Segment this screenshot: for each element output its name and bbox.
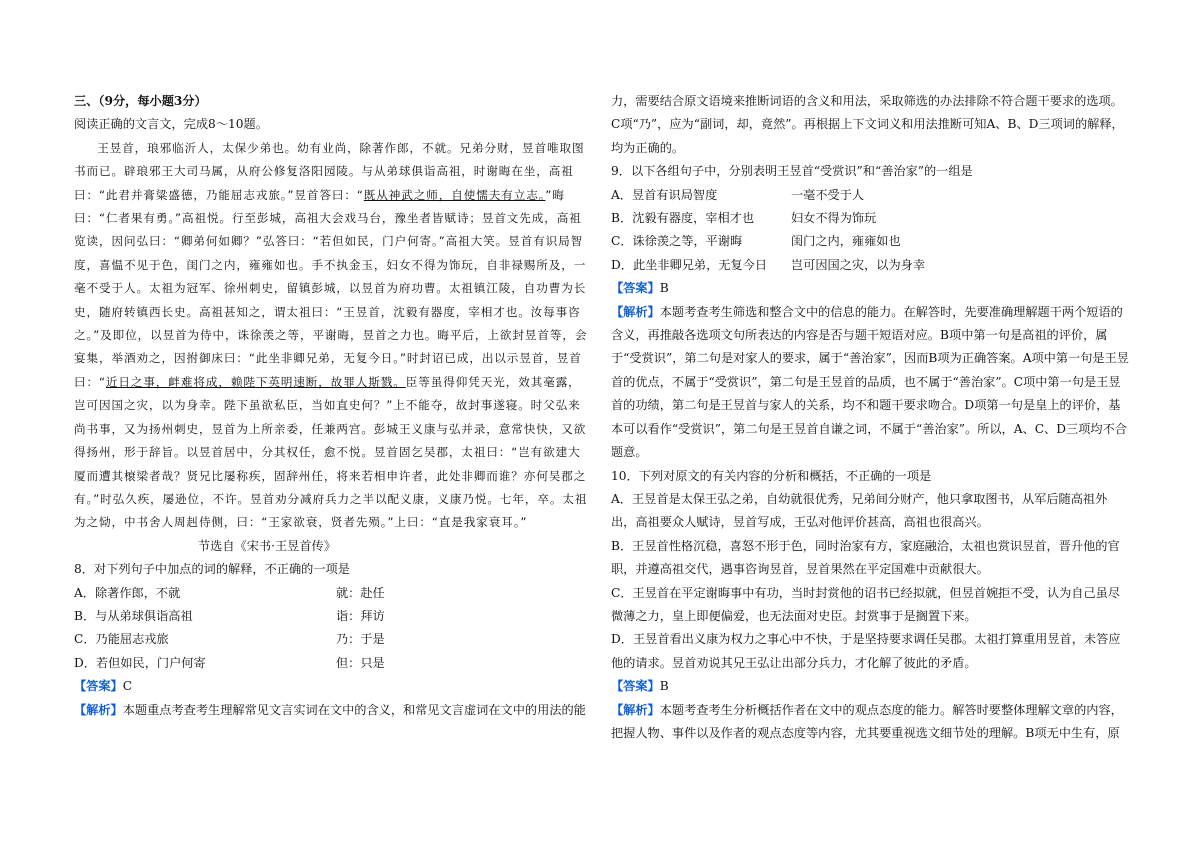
- passage-source: 节选自《宋书·王昱首传》: [198, 538, 336, 553]
- section-heading: 三、（9分，每小题3分）: [74, 94, 207, 108]
- q8-stem: 8．对下列句子中加点的词的解释，不正确的一项是: [74, 562, 350, 577]
- q10-answer-tag: 【答案】: [611, 679, 660, 694]
- q10-option-b: B．王昱首性格沉稳，喜怒不形于色，同时治家有方，家庭融洽，太祖也赏识昱首，晋升他的官职，并遵高祖交代，遇事咨询昱首，昱首果然在平定国难中贡献很大。: [611, 538, 1120, 577]
- q10-answer-value: B: [659, 679, 669, 694]
- q9-option-a: [611, 184, 1131, 207]
- q8-option-d-text: D．若但如民，门户何寄: [74, 655, 206, 670]
- q10-option-a: A．王昱首是太保王弘之弟，自幼就很优秀，兄弟间分财产，他只拿取图书，从军后随高祖外出，高祖要众人赋诗，昱首写成，王弘对他评价甚高，高祖也很高兴。: [611, 491, 1108, 530]
- q9-option-b-second: 妇女不得为饰玩: [791, 211, 877, 226]
- passage-part-2: ”晦曰：“仁者果有勇。”高祖悦。行至彭城，高祖大会戏马台，豫坐者皆赋诗；昱首文先成，高祖览读，因问弘曰：“卿弟何如卿？”弘答曰：“若但如民，门户何寄。”高祖大笑。昱首有识局智度，喜愠不见于色，闺门之内，雍雍如也。手不执金玉，妇女不得为饰玩，自非禄赐所及，一毫不受于人。太祖为冠军、徐州刺史，留镇彭城，以昱首为府功曹。太祖镇江陵，自功曹为长史，随府转镇西长史。高祖甚知之，谓太祖曰：“王昱首，沈毅有器度，宰相才也。汝每事咨之。”及即位，以昱首为侍中，诛徐羡之等，平谢晦，昱首之力也。晦平后，上欲封昱首等，会宴集，举酒劝之，因拊御床曰：“此坐非卿兄弟，无复今日。”时封诏已成，出以示昱首，昱首曰：“: [74, 187, 588, 389]
- right-column: [611, 90, 1131, 745]
- q8-option-d-gloss: 但：只是: [336, 655, 385, 670]
- q9-option-c-second: 闺门之内，雍雍如也: [791, 234, 901, 249]
- q9-option-a-first: A．昱首有识局智度: [611, 187, 718, 202]
- q8-option-b: [74, 605, 588, 628]
- q8-analysis-tag: 【解析】: [74, 702, 123, 717]
- q8-option-b-text: B．与从弟球俱诣高祖: [74, 608, 193, 623]
- q8-option-d: [74, 652, 588, 675]
- q8-option-c-gloss: 乃：于是: [336, 632, 385, 647]
- q10-analysis-text: 本题考查考生分析概括作者在文中的观点态度的能力。解答时要整体理解文章的内容，把握人物、事件以及作者的观点态度等内容，尤其要重视选文细节处的理解。B项无中生有，原: [611, 702, 1123, 740]
- passage-part-3: 臣等虽得仰凭天光，效其毫露，岂可因国之灾，以为身幸。陛下虽欲私臣，当如直史何？”上不能夺，故封事遂寝。时父弘来尚书事，又为扬州刺史，昱首为上所亲委，任兼两宫。彭城王义康与弘并录，意常快快，又欲得扬州，形于辞旨。以昱首居中，分其权任，愈不悦。昱首固乞吴郡，太祖曰：“岂有欲建大厦而遭其榱梁者哉？贤兄比屡称疾，固辞州任，将来若相申许者，此处非卿而谁？亦何吴郡之有。”时弘久疾，屡逊位，不许。昱首劝分减府兵力之半以配义康，义康乃悦。七年，卒。太祖为之恸，中书舍人周赳侍侧，曰：“王家欲衰，贤者先殒。”上曰：“直是我家衰耳。”: [74, 374, 588, 530]
- passage-underline-1: 既从神武之师，自使懦夫有立志。: [363, 187, 546, 202]
- q8-analysis-continued-1: 力，需要结合原文语境来推断词语的含义和用法，采取筛选的办法排除不符合题干要求的选项。: [611, 94, 1123, 108]
- q9-option-b: [611, 207, 1131, 230]
- q9-option-d-second: 岂可因国之灾，以为身幸: [791, 257, 926, 272]
- q9-option-d: [611, 254, 1131, 277]
- passage-underline-2: 近日之事，衅难将成，赖陛下英明速断，故罪人斯戮。: [105, 374, 406, 389]
- q8-option-c-text: C．乃能屈志戎旅: [74, 632, 169, 647]
- q9-answer: [611, 277, 1131, 300]
- q8-analysis-text: 本题重点考查考生理解常见文言实词在文中的含义，和常见文言虚词在文中的用法的能: [122, 702, 586, 717]
- q9-option-c: [611, 230, 1131, 253]
- q9-option-a-second: 一毫不受于人: [791, 187, 865, 202]
- q9-stem: 9．以下各组句子中，分别表明王昱首“受赏识”和“善治家”的一组是: [611, 164, 973, 179]
- q10-analysis-tag: 【解析】: [611, 702, 660, 717]
- reading-instruction: 阅读正确的文言文，完成8～10题。: [74, 117, 268, 132]
- q9-answer-tag: 【答案】: [611, 281, 660, 296]
- q8-option-a-gloss: 就：赴任: [336, 585, 385, 600]
- q8-option-a-text: A．除著作郎，不就: [74, 585, 181, 600]
- q8-answer-value: C: [122, 679, 133, 694]
- q8-option-c: [74, 628, 588, 651]
- q10-answer: [611, 675, 1131, 698]
- q8-analysis-continued-2: C项“乃”，应为“副词，却，竟然”。再根据上下文词义和用法推断可知A、B、D三项词的解释，均为正确的。: [611, 117, 1124, 155]
- q8-analysis: [74, 699, 588, 722]
- q9-option-b-first: B．沈毅有器度，宰相才也: [611, 211, 755, 226]
- q10-analysis: [611, 699, 1131, 746]
- passage-part-1: 王昱首，琅邪临沂人，太保少弟也。幼有业尚，除著作郎，不就。兄弟分财，昱首唯取图书而已。辟琅邪王大司马属，从府公修复洛阳园陵。与从弟球俱诣高祖，时谢晦在坐，高祖曰：“此君并膏粱盛德，乃能屈志戎旅。”昱首答曰：“: [74, 140, 585, 202]
- q8-option-a: [74, 582, 588, 605]
- q9-answer-value: B: [659, 281, 669, 296]
- q9-analysis-text: 本题考查考生筛选和整合文中的信息的能力。在解答时，先要准确理解题干两个短语的含义，再推敲各选项文句所表达的内容是否与题干短语对应。B项中第一句是高祖的评价，属于“受赏识”，第二句是对家人的要求，属于“善治家”，因而B项为正确答案。A项中第一句是王昱首的优点，不属于“受赏识”，第二句是王昱首的品质，也不属于“善治家”。C项中第一句是王昱首的功绩，第二句是王昱首与家人的关系，均不和题干要求吻合。D项第一句是皇上的评价，基本可以看作“受赏识”，第二句是王昱首自谦之词，不属于“善治家”。所以，A、C、D三项均不合题意。: [611, 304, 1129, 460]
- left-column: [74, 90, 588, 722]
- q8-option-b-gloss: 诣：拜访: [336, 608, 385, 623]
- classical-passage: [74, 137, 588, 535]
- q9-option-d-first: D．此坐非卿兄弟，无复今日: [611, 257, 768, 272]
- q10-option-c: C．王昱首在平定谢晦事中有功，当时封赏他的诏书已经拟就，但昱首婉拒不受，认为自己虽尽微薄之力，皇上即便偏爱，也无法面对史臣。封赏事于是搁置下来。: [611, 585, 1121, 623]
- q9-analysis: [611, 301, 1131, 465]
- q9-option-c-first: C．诛徐羡之等，平谢晦: [611, 234, 743, 249]
- q8-answer-tag: 【答案】: [74, 679, 123, 694]
- q8-answer: [74, 675, 588, 698]
- q10-stem: 10．下列对原文的有关内容的分析和概括，不正确的一项是: [611, 468, 932, 483]
- q10-option-d: D．王昱首看出义康为权力之事心中不快，于是坚持要求调任吴郡。太祖打算重用昱首，未答应他的请求。昱首劝说其兄王弘让出部分兵力，才化解了彼此的矛盾。: [611, 632, 1121, 670]
- q9-analysis-tag: 【解析】: [611, 304, 660, 319]
